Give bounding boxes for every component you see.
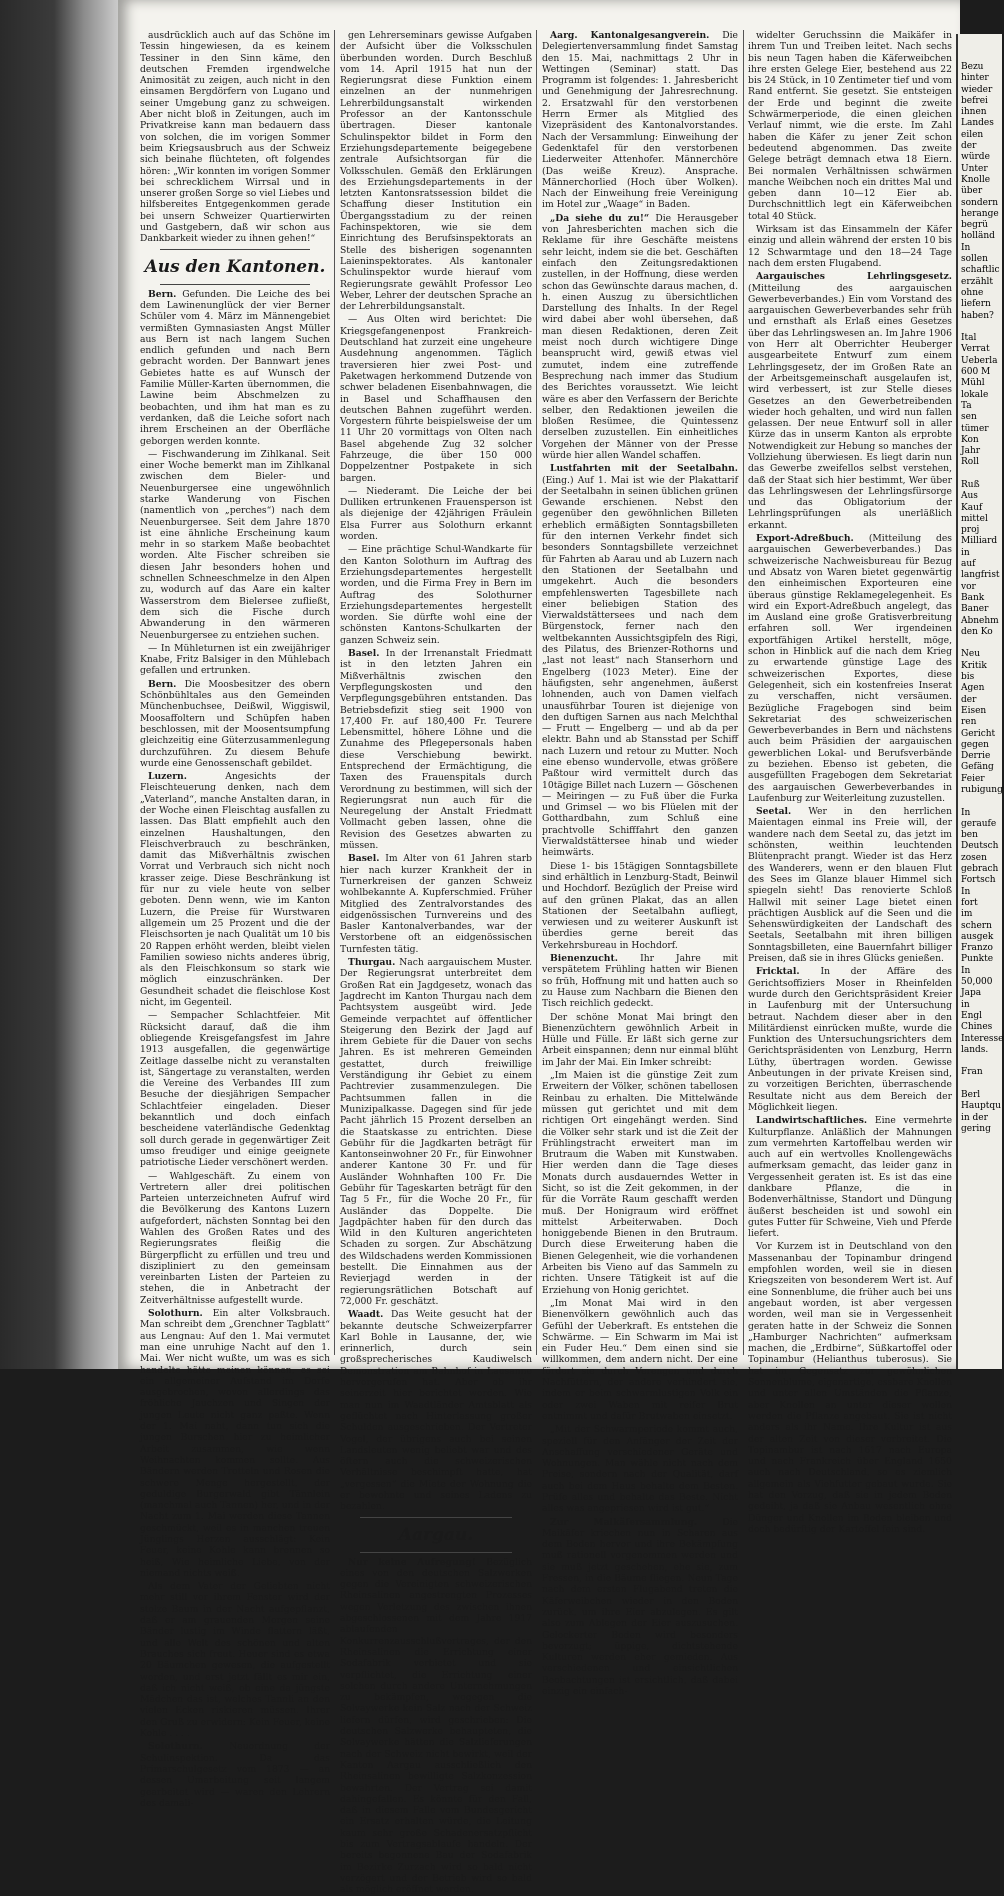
- article-paragraph: [542, 1012, 738, 1068]
- article-paragraph: [140, 289, 330, 447]
- edge-text-fragment: Eisen: [961, 705, 987, 716]
- article-paragraph: [542, 953, 738, 1009]
- article-text: Die Delegiertenversammlung findet Samstag den 15. Mai, nachmittags 2 Uhr in Wettingen (Seminar) statt. Das Programm ist folgendes: 1. Jahresbericht und Genehmigung der Jahresrechnung. 2. Ersatzwahl für den verstorbenen Herrn Ermer als Mitglied des Vizepräsident des Kantonalvorstandes. Nach der Versammlung: Einweihung der Gedenktafel für den verstorbenen Liederweiter Attenhofer. Männerchöre (Das weiße Kreuz). Ansprache. Männerchorlied (Hoch über Wolken). Nach der Einweihung freie Vereinigung im Hotel zur „Waage“ in Baden.: [542, 30, 738, 211]
- edge-text-fragment: im: [961, 909, 973, 920]
- edge-text-fragment: Derrie: [961, 751, 991, 762]
- article-text: Die Herausgeber von Jahresberichten machen sich die Reklame für ihre Geschäfte meistens sehr leicht, indem sie die bet. Geschäften einfach den Zeitungsredaktionen zustellen, in der Hoffnung, diese werden schon das Gewünschte daraus machen, d. h. einen Auszug zu übersichtlichen Darstellung des Inhalts. In der Regel wird dabei aber wohl übersehen, daß man diesen Redaktionen, deren Zeit meist noch durch wichtigere Dinge beansprucht wird, gewiß etwas viel zumutet, indem eine zutreffende Besprechung nach immer das Studium des Berichtes voraussetzt. Wie leicht wäre es aber den Verfassern der Berichte selber, den Redaktionen jeweilen die bloßen Resümee, die Quintessenz derselben zuzustellen. Ein einheitliches Vorgehen der Männer von der Presse würde hier allen Wandel schaffen.: [542, 212, 738, 461]
- edge-text-fragment: Ital: [961, 333, 977, 344]
- divider: [360, 1517, 512, 1518]
- edge-text-fragment: würde: [961, 152, 990, 163]
- edge-text-fragment: Fortsch: [961, 875, 996, 886]
- article-paragraph: [542, 1070, 738, 1296]
- article-paragraph: [748, 271, 952, 531]
- edge-text-fragment: Bezu: [961, 62, 984, 72]
- edge-text-fragment: ohne: [961, 287, 984, 298]
- column-2: [340, 30, 533, 1896]
- edge-text-fragment: Gefäng: [961, 762, 994, 773]
- article-paragraph: [542, 463, 738, 858]
- article-text: Angesichts der Fleischteuerung denken, nach dem „Vaterland“, manche Anstalten daran, in der Woche einen Fleischtag ausfallen zu lassen. Das Blatt empfiehlt auch den einzelnen Haushaltungen, den Fleischverbrauch zu beschränken, damit das Mißverhältnis zwischen Vorrat und Verbrauch sich nicht noch krasser zeige. Diese Beschränkung ist für nur zu viele heute von selber geboten. Denn wenn, wie im Kanton Luzern, die Preise für Wurstwaren allgemein um 25 Prozent und die der Fleischsorten je nach Qualität um 10 bis 20 Rappen erhöht werden, bleibt vielen Familien sowieso nichts anderes übrig, als den Fleischkonsum so stark wie möglich einzuschränken. Der Gesundheit schadet die fleischlose Kost nicht, im Gegenteil.: [140, 771, 330, 1009]
- article-text: Der schöne Monat Mai bringt den Bienenzüchtern gewöhnlich Arbeit in Hülle und Fülle. Er läßt sich gerne zur Arbeit einspannen; denn nur einmal blüht im Jahr der Mai. Ein Imker schreibt:: [542, 1011, 738, 1068]
- divider: [360, 1552, 512, 1553]
- edge-text-fragment: Unter: [961, 163, 988, 174]
- article-text: — Fischwanderung im Zihlkanal. Seit einer Woche bemerkt man im Zihlkanal zwischen dem Bieler- und Neuenburgersee eine ungewöhnlich starke Wanderung von Fischen (namentlich von „perches“) nach dem Neuenburgersee. Seit dem Jahre 1870 ist eine ähnliche Erscheinung kaum mehr in so starkem Maße beobachtet worden. Alte Fischer schreiben sie diesen Jahr besonders hohen und schnellen Schneeschmelze in den Alpen zu, wodurch auf das Aare ein kalter Wasserstrom dem Bielersee zufließt, dem sich die Fische durch Abwanderung in den wärmeren Neuenburgersee zu entziehen suchen.: [140, 448, 330, 641]
- article-lead: Fricktal.: [756, 966, 821, 978]
- edge-text-fragment: Kon: [961, 434, 979, 445]
- article-text: Die Maikäfer kriechen nun in Scharen aus dem Boden hervor und ihre Bekämpfung muß rationell vorgenommen werden und sie muß jetzt geschehen, ehe sie, zum Fressen, in die Bäume fliegen. Neun Tage nach dem ersten Flugabend treten die Käferweibchen wieder in den Boden zurück, um ihre Eier abzulegen. Es gilt also zum Ablegen der Eier auszusuchen. Gelockerter Boden wird besonders bevorzugt; üppige, dichtstehende Kulturen werden eher gemieden. Aus verschiedenen und einsichtlichen Beobachtungen ist ersichtlich, daß dabei einzig ein einfach-: [542, 1516, 738, 1698]
- column-rule: [743, 30, 744, 1355]
- edge-text-fragment: ren: [961, 717, 977, 728]
- edge-text-fragment: in: [961, 547, 970, 558]
- article-text: Eine vermehrte Kulturpflanze. Anläßlich der Mahnungen zum vermehrten Kartoffelbau werden wir auch auf ein wertvolles Knollengewächs aufmerksam gemacht, das leider ganz in Vergessenheit geraten ist. Es ist das eine dankbare Pflanze, die in Bodenverhältnisse, Standort und Düngung äußerst bescheiden ist und sowohl ein gutes Futter für Schweine, Vieh und Pferde liefert.: [748, 1115, 953, 1240]
- article-paragraph: [140, 1581, 330, 1739]
- edge-text-fragment: auf: [961, 559, 976, 570]
- article-paragraph: [542, 1517, 738, 1698]
- edge-text-fragment: Neu: [961, 649, 980, 660]
- edge-text-fragment: Bank: [961, 592, 985, 603]
- article-text: Ein alter Volksbrauch. Man schreibt dem „Grenchner Tagblatt“ aus Lengnau: Auf den 1. Mai vermutet man eine unruhige Nacht auf den 1. Mai. Wer nicht wußte, um was es sich handelte hätte meinen können, es sei ein allgemeiner Aufstand im Dorfe ausgebrochen, wovon allerdings das fröhliche Jauchzen und Singen der jungen Leute nicht ganz paßte. Wenn der 1. Mai naht, dann tun sich die jungen Burschen hier zu heimlicher Arbeit zusammen, wie wenn Weihnachten kommen sollte. Aus Bändern werden Trotteln und Rosen die schwere Menge hergestellt, der geduldige Burgerwald gibt Tännlein (manchmal auch Tannen) her, und in der Nacht zum 1. Mai werden diese Tannen geschmückt, weil es in manchen treuen Jünglings Herzen ausschlägt: Kein Feuer, keine Kohle kann brennen so heiß, Wie heimliche Liebe, von der niemand nichts weiß.: [140, 1308, 330, 1579]
- article-paragraph: [140, 1010, 330, 1168]
- column-4: [748, 30, 953, 1535]
- edge-text-fragment: Kauf: [961, 502, 983, 513]
- article-text: Vor Kurzem ist in Deutschland von den Massenanbau der Topinambur dringend empfohlen worden, weil sie in diesen Kriegszeiten von besonderem Wert ist. Auf eine Sonnenblume, die früher auch bei uns angebaut worden, ist aber vergessen worden, weil man sie in Vergessenheit geraten hatte in der Schweiz die Sonnen „Hamburger Nachrichten“ aufmerksam machen, die „Erdbirne“, Süßkartoffel oder Topinambur (Helianthus tuberosus). Sie hat im Gegensatz zur gewöhnlichen Sonnenblume, eigenartige, essbare Knollen und unter allen Umständen die Pflanze, aber Knollen an unter dieser wollen werden die Pflanze angebaut. Sie ist nicht anders als ihr Name. Ihre Kultur ist aus der alten Zeit von dieser verbreitet. Die Topinambur ist nach 1617 nach Europa und nach Frankreich über England 1650 auch nach Deutschland, so es ziemlich allgemein als Viehfutter gebaut wurde. Sie hat den Vorzug, daß sie in jedem Boden gedeiht, ja daß sie Anbau wesentlich ohne Dünger und Knollen im Boden bleiben und doch bedürftig der Kartoffel fein sind.: [748, 1241, 952, 1535]
- article-text: gen Lehrerseminars gewisse Aufgaben der Aufsicht über die Volksschulen überbunden worden. Durch Beschluß vom 14. April 1915 hat nun der Regierungsrat diese Funktion einem einzelnen an der nunmehrigen Lehrerbildungsanstalt wirkenden Professor an der Kantonsschule übertragen. Dieser kantonale Schulinspektor bildet in Form den Erziehungsdepartemente beigegebene zentrale Aufsichtsorgan für die Volksschulen. Gemäß den Erklärungen des Erziehungsdepartements in der letzten Kantonsratssession bildet die Schaffung dieser Institution ein Übergangsstadium zu der reinen Fachinspektoren, wie sie dem Einrichtung des Berufsinspektorats an Stelle des bisherigen sogenannten Laieninspektorates. Als kantonaler Schulinspektor wurde hierauf vom Regierungsrate gewählt Professor Leo Weber, Lehrer der deutschen Sprache an der Lehrerbildungsanstalt.: [340, 30, 532, 313]
- book-binding: [0, 0, 120, 1369]
- edge-text-fragment: Engl: [961, 1010, 983, 1021]
- article-text: — In Mühleturnen ist ein zweijähriger Knabe, Fritz Balsiger in den Mühlebach gefallen und ertrunken.: [140, 642, 330, 677]
- article-text: Wirksam ist das Einsammeln der Käfer einzig und allein während der ersten 10 bis 12 Schwarmtage und den 18—24 Tage nach dem ersten Flugabend.: [748, 224, 952, 269]
- article-paragraph: [340, 314, 532, 483]
- article-lead: „Da siehe du zu!“: [550, 212, 656, 224]
- article-paragraph: [542, 30, 738, 211]
- edge-text-fragment: Japa: [961, 988, 982, 999]
- article-text: Bezüglich eines von den deutschen Salzwerken gegen die Vereinigten schweizerischen Rheinsalinen angestrengten Prozesses wegen Verletzung des zwischen ihnen abgeschlossenen mit dem Jahre 1917 ablaufenden Konkurrenzausschlußvertrages, der den Rheinsalinen die Errichtung einer Sodafabrik verbietet und sie verpflichtet, die Errichtung einer solchen durch andere Unternehmungen zu bekämpfen, wogegen die Solvaywerke kein Salz nach der Schweiz liefern dürfen, wird geschrieben: Die deutschen Salzwerke behaupteten, die Solvaywerke hätten die Salzlieferungen nach der Schweiz nicht bewirkt, weil der Kanton Aargau ausschließlich den Rheinsalinen bewilligte Salzkonzession bewahrten. Der Vertrag sei damit dahingefallen. Es könnte für den Fall, daß in diesem Falle vom Bundesgericht ein Ersatz erhalten würde, die Leitung kaum sehr große Schadenersatzpflicht bis zum Vertragsablaufe handeln. Der bereits begonnene Bau der Sodafabrik im Bezirke Zurzach wird so bald nicht verzögert und der Betrieb wird so bald als möglich eröffnet werden.: [340, 1556, 532, 1896]
- edge-text-fragment: über: [961, 186, 983, 197]
- article-paragraph: [340, 30, 532, 312]
- article-paragraph: [140, 771, 330, 1008]
- article-text: Ihr Jahre mit verspätetem Frühling hatten wir Bienen so früh, Hoffnung mit und hatten auch so zu Hause zum Nachbarn die Bienen den Tisch reichlich gedeckt.: [542, 953, 739, 1010]
- edge-text-fragment: Feier: [961, 773, 985, 784]
- edge-text-fragment: geraufe: [961, 818, 997, 829]
- article-lead: Solothurn.: [148, 1741, 230, 1753]
- article-paragraph: [340, 544, 532, 646]
- article-paragraph: [340, 853, 532, 955]
- article-text: „Mit der Schwarmperiode kommt auch, speziell für den Anfänger der Zeit der Anschaffung verschiedener Geräte und Wohnungen. Man wähle nicht nach dem Preise, sondern nach der Qualität, darf auch bei dem Haus behalte dem Besten. Prüfe alles und behalte das Beste. Nicht alles was angepriesen wird ist gut.“: [542, 1424, 738, 1515]
- article-lead: Waadt.: [348, 1309, 391, 1321]
- edge-text-fragment: Deutsch: [961, 841, 999, 852]
- article-text: In der Affäre des Gerichtsoffiziers Moser in Rheinfelden wurde durch den Gerichtspräsident Kreier in Laufenburg mit der Untersuchung betraut. Nachdem dieser aber in den Militärdienst einrücken mußte, wurde die Funktion des Untersuchungsrichters dem Gerichtspräsidenten von Lenzburg, Herrn Lüthy, übertragen worden. Gewisse Anbeutungen in der private Kreisen sind, zu vorzeitigen Berichten, überraschende Resultate nicht aus dem Bereich der Möglichkeit liegen.: [748, 966, 952, 1113]
- edge-text-fragment: ihnen: [961, 107, 987, 118]
- edge-text-fragment: schern: [961, 920, 992, 931]
- article-lead: Bienenzucht.: [550, 953, 641, 965]
- edge-text-fragment: In: [961, 886, 971, 897]
- edge-text-fragment: wieder: [961, 84, 993, 95]
- edge-text-fragment: Berl: [961, 1090, 981, 1101]
- edge-text-fragment: Aus: [961, 491, 978, 502]
- edge-text-fragment: haben?: [961, 310, 994, 321]
- edge-text-fragment: proj: [961, 525, 980, 536]
- article-text: — Niederamt. Die Leiche der bei Dulliken ertrunkenen Frauensperson ist als diejenige der 42jährigen Fräulein Elsa Furrer aus Solothurn erkannt worden.: [340, 485, 532, 543]
- edge-text-fragment: Kritik: [961, 660, 987, 671]
- edge-text-fragment: In: [961, 965, 971, 976]
- edge-text-fragment: 50,000: [961, 977, 993, 988]
- article-text: widelter Geruchssinn die Maikäfer in ihrem Tun und Treiben leitet. Nach sechs bis neun Tagen haben die Käferweibchen ihre ersten Gelege Eier, bestehend aus 22 bis 24 Stück, in 10 Zentimeter tief und vom Rand entfernt. Sie gesetzt. Sie entsteigen der Erde und beginnt die zweite Schwärmerperiode, die einen gleichen Verlauf nimmt, wie die erste. Im Zahl haben die Käfer zu jener Zeit schon bedeutend abgenommen. Das zweite Gelege beträgt demnach etwa 18 Eiern. Bei normalen Verhältnissen schwärmen manche Weibchen noch ein drittes Mal und geben dann 10—12 Eier ab. Durchschnittlich legt ein Käferweibchen total 40 Stück.: [748, 30, 952, 222]
- edge-text-fragment: zosen: [961, 852, 987, 863]
- edge-text-fragment: Abnehm: [961, 615, 999, 626]
- article-text: Nach aargauischem Muster. Der Regierungsrat unterbreitet dem Großen Rat ein Jagdgesetz, wonach das Jagdrecht im Kanton Thurgau nach dem Pachtsystem ausgeübt wird. Jede Gemeinde verpachtet auf öffentlicher Steigerung den Bezirk der Jagd auf ihrem Gebiete für die Dauer von sechs Jahren. Es ist mehreren Gemeinden gestattet, durch freiwillige Verständigung ihr Gebiet zu einem Pachtrevier zusammenzulegen. Die Pachtsummen fallen in die Munizipalkasse. Dagegen sind für jede Pacht jährlich 15 Prozent derselben an die Staatskasse zu entrichten. Diese Gebühr für die Jagdkarten beträgt für Kantonseinwohner 20 Fr., für Einwohner anderer Kantone 30 Fr. und für Ausländer Wohnhaften 100 Fr. Die Gebühr für Tageskarten beträgt für den Tag 5 Fr., für die Woche 20 Fr., für Ausländer das Doppelte. Die Jagdpächter haben für den durch das Wild in den Kulturen angerichteten Schaden zu sorgen. Zur Abschätzung des Wildschadens werden Kommissionen bestellt. Die Einnahmen aus der Revierjagd werden in der regierungsrätlichen Botschaft auf 72,000 Fr. geschätzt.: [340, 957, 532, 1307]
- article-text: Das Weite gesucht hat der bekannte deutsche Schweizerpfarrer Karl Bohle in Lausanne, der, wie erinnerlich, durch sein großsprecherisches Kaudiwelsch Demonstration am Bahnhof in Lausanne hervorgerufen hat. Aber ob ihr seinerzeit hier berichtet worden. Wie man nun im Waadtländer Amtsblatt als geflüchtet nach Hinterlassung großer Schulden ausgeschrieben. Der Vertreter Vogel, der übrigens auch bei seinen Landsleuten wenig beliebt war und des öftern auch die schweizerischen Verhältnisse beschimpft hatte, hat „vergessen“ die Miete der Wohnung die er bewohnte und seines Ladens zu bezahlen.: [340, 1309, 532, 1513]
- article-paragraph: [140, 1171, 330, 1307]
- article-paragraph: [748, 533, 952, 804]
- edge-text-fragment: lands.: [961, 1044, 989, 1055]
- article-paragraph: [542, 1424, 738, 1514]
- article-lead: Seetal.: [756, 806, 809, 818]
- article-paragraph: [340, 648, 532, 851]
- edge-text-fragment: befrei: [961, 95, 988, 106]
- article-text: — Wahlgeschäft. Zu einem von Vertretern aller drei politischen Parteien unterzeichneten Aufruf wird die Bevölkerung des Kantons Luzern aufgefordert, nächsten Sonntag bei den Wahlen des Großen Rates und des Regierungsrates fleißig die Bürgerpflicht zu erfüllen und treu und diszipliniert zu den gemeinsam vereinbarten Listen der Parteien zu stehen, die in Anbetracht der Zeitverhältnisse aufgestellt wurde.: [140, 1170, 330, 1306]
- edge-text-fragment: liefern: [961, 299, 991, 310]
- divider: [160, 284, 310, 285]
- edge-text-fragment: Franzo: [961, 943, 993, 954]
- edge-text-fragment: rubigung: [961, 785, 1003, 795]
- edge-text-fragment: hinter: [961, 73, 989, 84]
- edge-text-fragment: Jahr: [961, 446, 981, 457]
- article-text: Gefunden. Die Leiche des bei dem Lawinenunglück der vier Berner Schüler vom 4. März im Männengebiet vermißten Gymnasiasten Angst Müller aus Bern ist nach langem Suchen endlich gefunden und nach Bern gebracht worden. Der Bannwart jenes Gebietes hatte es auf Wunsch der Familie Müller-Karten übernommen, die Lawine beim Abschmelzen zu beobachten, und ihm hat man es zu verdanken, daß die Leiche sofort nach ihrem Erscheinen an der Oberfläche geborgen werden konnte.: [140, 288, 331, 447]
- article-paragraph: [340, 957, 532, 1307]
- edge-text-fragment: In: [961, 242, 971, 253]
- article-paragraph: [748, 966, 952, 1113]
- article-paragraph: [542, 213, 738, 462]
- edge-text-fragment: Baner: [961, 604, 989, 615]
- edge-text-fragment: In: [961, 807, 971, 818]
- section-heading-aargau: Aargau.: [398, 1524, 474, 1545]
- edge-text-fragment: sondern: [961, 197, 999, 208]
- column-3: [542, 30, 739, 1698]
- edge-text-fragment: gering: [961, 1123, 991, 1134]
- article-text: „Im Monat Mai wird in den Bienenvölkern gewöhnlich auch das Gefühl der Ueberkraft. Es entstehen die Schwärme. — Ein Schwarm im Mai ist ein Fuder Heu.“ Dem einen sind sie willkommen, dem andern nicht. Der eine fördert sie durch Verengen und durch Nachfüttern, der andere verhindert sie, indem er beim schwarmlustigen Volk ein oder zwei Waben mit reifer Brut entnimmt und dafür Brutwaben einsetzt.: [542, 1297, 738, 1422]
- article-text: (Eing.) Auf 1. Mai ist wie der Plakattarif der Seetalbahn in seinen üblichen grünen Gewande erschienen. Nebst den gegenüber den gewöhnlichen Billeten erheblich ermäßigten Sonntagsbilleten für den internen Verkehr findet sich besonders Sonntagsbillete verzeichnet für Fahrten ab Aarau und ab Luzern nach den Stationen der Seetalbahn und umgekehrt. Auch die besonders empfehlenswerten Tagesbillete nach einer beliebigen Station des Vierwaldstättersees und nach dem Bürgenstock, ferner nach den weltbekannten Aussichtsgipfeln des Rigi, des Pilatus, des Brienzer-Rothorns und „last not least“ nach Stanserhorn und Engelberg (1023 Meter). Eine der häufigsten, sehr angenehmen, äußerst lohnenden, auch von Damen vielfach unausführbar Touren ist diejenige von den duftigen Sarnen aus nach Melchthal — Frutt — Engelberg — und ab da per elektr. Bahn und ab Stansstad per Schiff nach Luzern und retour zu Mutter. Noch eine ebenso wundervolle, etwas größere Paßtour wird vermittelt durch das 10tägige Billet nach Luzern — Göschenen — Meiringen — zu Fuß über die Furka und Grimsel — wo bis Flüelen mit der Gotthardbahn, zum Schluß eine prachtvolle Schifffahrt den ganzen Vierwaldstättersee hinab und wieder heimwärts.: [542, 474, 738, 859]
- edge-text-fragment: Verrat: [961, 344, 990, 355]
- article-list: [140, 289, 330, 1809]
- edge-text-fragment: [958, 322, 1002, 333]
- section-heading-kantonen: Aus den Kantonen.: [144, 256, 326, 277]
- article-paragraph: [748, 1241, 952, 1535]
- article-paragraph: [340, 1309, 532, 1512]
- edge-text-fragment: erzählt: [961, 276, 994, 287]
- article-lead: Nur keine Aufregung!: [348, 1556, 487, 1568]
- edge-text-fragment: holländ: [961, 231, 995, 242]
- edge-text-fragment: Milliard: [961, 536, 998, 547]
- edge-text-fragment: lokale: [961, 389, 989, 400]
- article-paragraph: [340, 1557, 532, 1896]
- article-paragraph: [140, 449, 330, 641]
- article-text: — Aus Olten wird berichtet: Die Kriegsgefangenenpost Frankreich-Deutschland hat zurzeit eine ungeheure Ausdehnung angenommen. Täglich traversieren hier zwei Post- und Paketwagen herkommend Dutzende von schwer beladenen Eisenbahnwagen, die in Basel und Schaffhausen den deutschen Bahnen zugeführt werden. Vorgestern führte beispielsweise der um 11 Uhr 20 vormittags von Olten nach Basel abgehende Zug 32 solcher Fahrzeuge, die über 150 000 Doppelzentner Postpakete in sich bargen.: [340, 314, 532, 484]
- edge-text-fragment: herange: [961, 208, 999, 219]
- article-paragraph: [140, 679, 330, 769]
- article-lead: Export-Adreßbuch.: [756, 533, 869, 545]
- article-lead: Lustfahrten mit der Seetalbahn.: [550, 463, 738, 475]
- article-text: (Mitteilung des aargauischen Gewerbeverbandes.) Das schweizerische Nachweisbureau für Bezug und Absatz von Waren bietet gegenwärtig den einheimischen Exporteuren eine überaus günstige Reklamegelegenheit. Es wird ein Export-Adreßbuch angelegt, das im Ausland eine große Gratisverbreitung erfahren soll. Wer irgendeinen exportfähigen Artikel herstellt, möge, schon in Hinblick auf die nach dem Krieg zu erwartende günstige Lage des schweizerischen Exportes, diese Gelegenheit, sich ein kostenfreies Inserat zu verschaffen, nicht versäumen. Bezügliche Fragebogen sind beim Sekretariat des schweizerischen Gewerbeverbandes in Bern und nächstens auch beim Präsidien der aargauischen gewerblichen Lokal- und Berufsverbände zu beziehen. Ebenso ist gebeten, die ausgefüllten Fragebogen dem Sekretariat des aargauischen Gewerbeverbandes in Laufenburg zur Weiterleitung zuzustellen.: [748, 533, 952, 804]
- edge-text-fragment: Agen: [961, 683, 985, 694]
- edge-text-fragment: Mühl: [961, 378, 985, 389]
- edge-text-fragment: bis: [961, 672, 975, 683]
- article-paragraph: [140, 643, 330, 677]
- edge-text-fragment: sen: [961, 412, 977, 423]
- article-text: In der Irrenanstalt Friedmatt ist in den letzten Jahren ein Mißverhältnis zwischen den Verpflegungskosten und den Verpflegungsgebühren entstanden. Das Betriebsdefizit stieg seit 1900 von 17,400 Fr. auf 180,400 Fr. Teurere Lebensmittel, höhere Löhne und die Zunahme des Pflegepersonals haben diese Verschiebung bewirkt. Entsprechend der Ermächtigung, die Taxen des Frauenspitals durch Verordnung zu bestimmen, will sich der Regierungsrat nun auch für die Neuregelung der Anstalt Friedmatt Vollmacht geben lassen, ohne die Revision des Gesetzes abwarten zu müssen.: [340, 648, 533, 852]
- article-text: Als dem Vater der Geliebten nicht mehr still vor ihrem Fenster wird der stolze Baum in der Nacht aufgepflanzt, daß er am grauenden Morgen seine Bänder lustig im Winde flattern läßt, und alle Welt des schönen und alten Brauches sich freut. Heuer sind es etwa 20 Bäumchen gewesen, die aufgestellt worden, und erst jetzt fällt es mir ein, daß ich nicht weiß, ob eine da jüngste Mädchen das ist, welches Tannli an den vielen Ecken riskieren müssen. Ihrer den Gruß zu erwidern: Kein Feuer, keine Kohle . . . .: [140, 1581, 330, 1740]
- edge-text-fragment: 600 M: [961, 367, 991, 378]
- column-1: [140, 30, 331, 1809]
- edge-text-fragment: [958, 1056, 1002, 1067]
- edge-text-fragment: sollen: [961, 254, 988, 265]
- edge-text-fragment: Ueberla: [961, 355, 998, 366]
- article-text: Wer in den herrlichen Maientagen einmal ins Freie will, der wandere nach dem Seetal zu, das jetzt im schönsten, weithin leuchtenden Blütenpracht prangt. Wieder ist das Herz des Wanderers, wenn er den blauen Flut des Sees im Glanze blauer Himmel sich spiegeln sieht! Das renovierte Schloß Hallwil mit seiner Lage bietet einen prächtigen Ausblick auf die Seen und die Sehenswürdigkeiten der Landschaft des Seetals, Seetalbahn mit ihren billigen Sonntagsbilleten, eine Bauernfahrt billiger Preisen, daß sie in ihres Glücks genießen.: [748, 806, 952, 965]
- edge-text-fragment: der: [961, 141, 977, 152]
- article-text: Im Alter von 61 Jahren starb hier nach kurzer Krankheit der in Turnerkreisen der ganzen Schweiz wohlbekannte A. Kupferschmied. Früher Mitglied des Zentralvorstandes des eidgenössischen Turnvereins und des Basler Kantonalverbandes, war der Verstorbene oft an eidgenössischen Turnfesten tätig.: [340, 853, 532, 955]
- article-text: (Mitteilung des aargauischen Gewerbeverbandes.) Ein vom Vorstand des aargauischen Gewerbeverbandes sehr früh und ernsthaft als Erlaß eines Gesetzes über das Lehrlingswesen an. Im Jahre 1906 von Herr alt Oberrichter Heuberger ausgearbeitete Entwurf zum einem Lehrlingsgesetz, der im Großen Rate an der Arbeitsgemeinschaft ausgelaufen ist, wird verbessert, ist zur Stelle dieses Gesetzes an den Gewerbetreibenden wieder hoch gehalten, und wird nun fallen gelassen. Der neue Entwurf soll in aller Kürze das in unserm Kanton als erprobte Notwendigkeit zur Hebung so manches der Vollziehung überwiesen. Es liegt darin nun das Gewerbe zweifellos selbst verstehen, daß der Staat sich hier bestimmt, Wer über das Lehrlingswesen der Lehrlingsfürsorge und das Obligatorium der Lehrlingsprüfungen als unerläßlich erkannt.: [748, 282, 952, 531]
- article-lead: Bern.: [148, 678, 185, 690]
- edge-text-fragment: Chines: [961, 1022, 993, 1033]
- article-paragraph: [140, 1741, 330, 1809]
- article-paragraph: [748, 30, 952, 222]
- edge-text-fragment: fort: [961, 897, 978, 908]
- edge-text-fragment: schaftlic: [961, 265, 1000, 276]
- edge-text-fragment: [958, 1079, 1002, 1090]
- divider: [160, 249, 310, 250]
- edge-text-fragment: langfrist: [961, 570, 1000, 581]
- column-rule: [334, 30, 335, 1355]
- edge-text-fragment: Interesse: [961, 1033, 1004, 1044]
- edge-text-fragment: gegen: [961, 739, 989, 750]
- article-paragraph: [748, 1115, 952, 1239]
- edge-text-fragment: Ta: [961, 400, 972, 411]
- article-lead: Basel.: [348, 648, 386, 660]
- edge-text-fragment: [958, 469, 1002, 480]
- article-lead: Solothurn.: [148, 1308, 213, 1320]
- article-paragraph: [340, 486, 532, 542]
- edge-text-fragment: [958, 638, 1002, 649]
- edge-text-fragment: Fran: [961, 1067, 983, 1078]
- article-paragraph: [140, 1308, 330, 1579]
- edge-text-fragment: [958, 796, 1002, 807]
- edge-text-fragment: tümer: [961, 423, 989, 434]
- article-paragraph: [542, 861, 738, 951]
- article-lead: Thurgau.: [348, 957, 400, 969]
- edge-text-fragment: den Ko: [961, 626, 993, 637]
- intro-paragraph: ausdrücklich auch auf das Schöne im Tessin hingewiesen, da es keinem Tessiner in den Sinn käme, den deutschen Fremden irgendwelche Animosität zu zeigen, auch nicht in den einsamen Bergdörfern von Lugano und seiner Umgebung ganz zu schweigen. Aber nicht bloß in Zeitungen, auch im Privatkreise kann man bedauern dass von solchen, die im vorigen Sommer beim Kriegsausbruch aus der Schweiz sich beinahe flüchteten, oft folgendes hören: „Wir konnten im vorigen Sommer bei schrecklichem Wirrsal und in unserer großen Sorge so viel Liebes und hilfsbereites Entgegenkommen gerade bei unsern Schweizer Quartierwirten und Gastgebern, daß wir schon aus Dankbarkeit wieder zu ihnen gehen!“: [140, 30, 330, 245]
- article-list: [340, 1557, 532, 1896]
- edge-text-fragment: Knolle: [961, 174, 991, 185]
- edge-text-fragment: gebrach: [961, 864, 999, 875]
- article-lead: Aarg. Kantonalgesangverein.: [550, 30, 723, 41]
- edge-text-fragment: Landes: [961, 118, 994, 129]
- adjacent-page-edge: [956, 34, 1002, 1369]
- article-lead: Zur Maikäfersammlung.: [550, 1516, 723, 1528]
- edge-text-fragment: Gericht: [961, 728, 996, 739]
- edge-text-fragment: in der: [961, 1112, 988, 1123]
- edge-text-fragment: in: [961, 999, 970, 1010]
- edge-text-fragment: Punkte: [961, 954, 994, 965]
- edge-text-fragment: ben: [961, 830, 978, 841]
- article-text: Neuordnung der Schulinspektion. Da das Primarschulgesetz vom 1873 — an dessen Umarbeitung seit langem gearbeitet wird — waren den Lehrern des damali-: [140, 1741, 330, 1809]
- article-text: „Im Maien ist die günstige Zeit zum Erweitern der Völker, schönen tabellosen Reinbau zu erhalten. Die Mittelwände müssen gut gerichtet und mit dem richtigen Ort eingehängt werden. Sind die Völker sehr stark und ist die Zeit der Frühlingstracht erweitert man im Brutraum die Waben mit Kunstwaben. Hier werden dann die Tage dieses Monats durch ausdauerndes Wetter in Sicht, so ist die Zeit gekommen, in der für die Vorräte Raum geschafft werden muß. Der Honigraum wird eröffnet mittelst Arbeiterwaben. Doch honiggebende Bienen in den Brutraum. Durch diese Erweiterung haben die Bienen Gelegenheit, wie die vorhandenen Arbeiten bis Vieno auf das Sammeln zu richten. Unsere Tätigkeit ist auf die Erziehung von Honig gerichtet.: [542, 1070, 738, 1296]
- edge-text-fragment: mittel: [961, 513, 988, 524]
- edge-text-fragment: vor: [961, 581, 976, 592]
- article-paragraph: [748, 806, 952, 964]
- edge-text-fragment: ausgek: [961, 931, 994, 942]
- article-paragraph: [748, 224, 952, 269]
- edge-text-fragment: Ruß: [961, 479, 980, 490]
- article-paragraph: [542, 1298, 738, 1422]
- article-text: — Sempacher Schlachtfeier. Mit Rücksicht darauf, daß die ihm obliegende Kreisgefangsfest im Jahre 1913 ausgefallen, die gegenwärtige Zeitlage dasselbe nicht zu veranstalten ist, Sängertage zu veranstalten, werden die Vereine des Verbandes III zum Besuche der diesjährigen Sempacher Schlachtfeier eingeladen. Dieser bekanntlich und doch einfach bescheidene vaterländische Gedenktag soll durch gerade in gegenwärtiger Zeit umso freudiger und einige geeignete patriotische Lieder verschönert werden.: [140, 1010, 330, 1169]
- newspaper-page: [118, 0, 960, 1896]
- edge-text-fragment: der: [961, 694, 977, 705]
- article-list: [542, 30, 738, 1697]
- article-lead: Luzern.: [148, 771, 226, 783]
- article-text: Diese 1- bis 15tägigen Sonntagsbillete sind erhältlich in Lenzburg-Stadt, Beinwil und Hochdorf. Bezüglich der Preise wird auf den grünen Plakat, das an allen Stationen der Seetalbahn aufliegt, verwiesen und zu weiterer Auskunft ist überdies gerne bereit das Verkehrsbureau in Hochdorf.: [542, 860, 738, 951]
- edge-text-fragment: eilen: [961, 129, 984, 140]
- article-lead: Aargauisches Lehrlingsgesetz.: [756, 271, 952, 283]
- edge-text-fragment: begrü: [961, 220, 988, 231]
- column-rule: [536, 30, 537, 1355]
- article-lead: Bern.: [148, 288, 183, 300]
- article-list: [340, 30, 532, 1513]
- article-lead: Basel.: [348, 853, 386, 865]
- edge-text-fragment: Hauptqu: [961, 1101, 1001, 1112]
- article-lead: Landwirtschaftliches.: [756, 1115, 875, 1127]
- edge-text-fragment: Roll: [961, 457, 979, 468]
- article-list: [748, 30, 952, 1535]
- article-text: Die Moosbesitzer des obern Schönbühltales aus den Gemeinden Münchenbuchsee, Deißwil, Wiggiswil, Moosaffoltern und Schüpfen haben beschlossen, mit der Moosentsumpfung gleichzeitig eine Güterzusammenlegung durchzuführen. Zu diesem Behufe wurde eine Genossenschaft gebildet.: [140, 678, 330, 769]
- article-text: — Eine prächtige Schul-Wandkarte für den Kanton Solothurn im Auftrag des Erziehungsdepartementes hergestellt worden, und die Firma Frey in Bern im Auftrag des Solothurner Erziehungsdepartementes hergestellt worden. Sie dürfte wohl eine der schönsten Kantons-Schulkarten der ganzen Schweiz sein.: [340, 544, 532, 646]
